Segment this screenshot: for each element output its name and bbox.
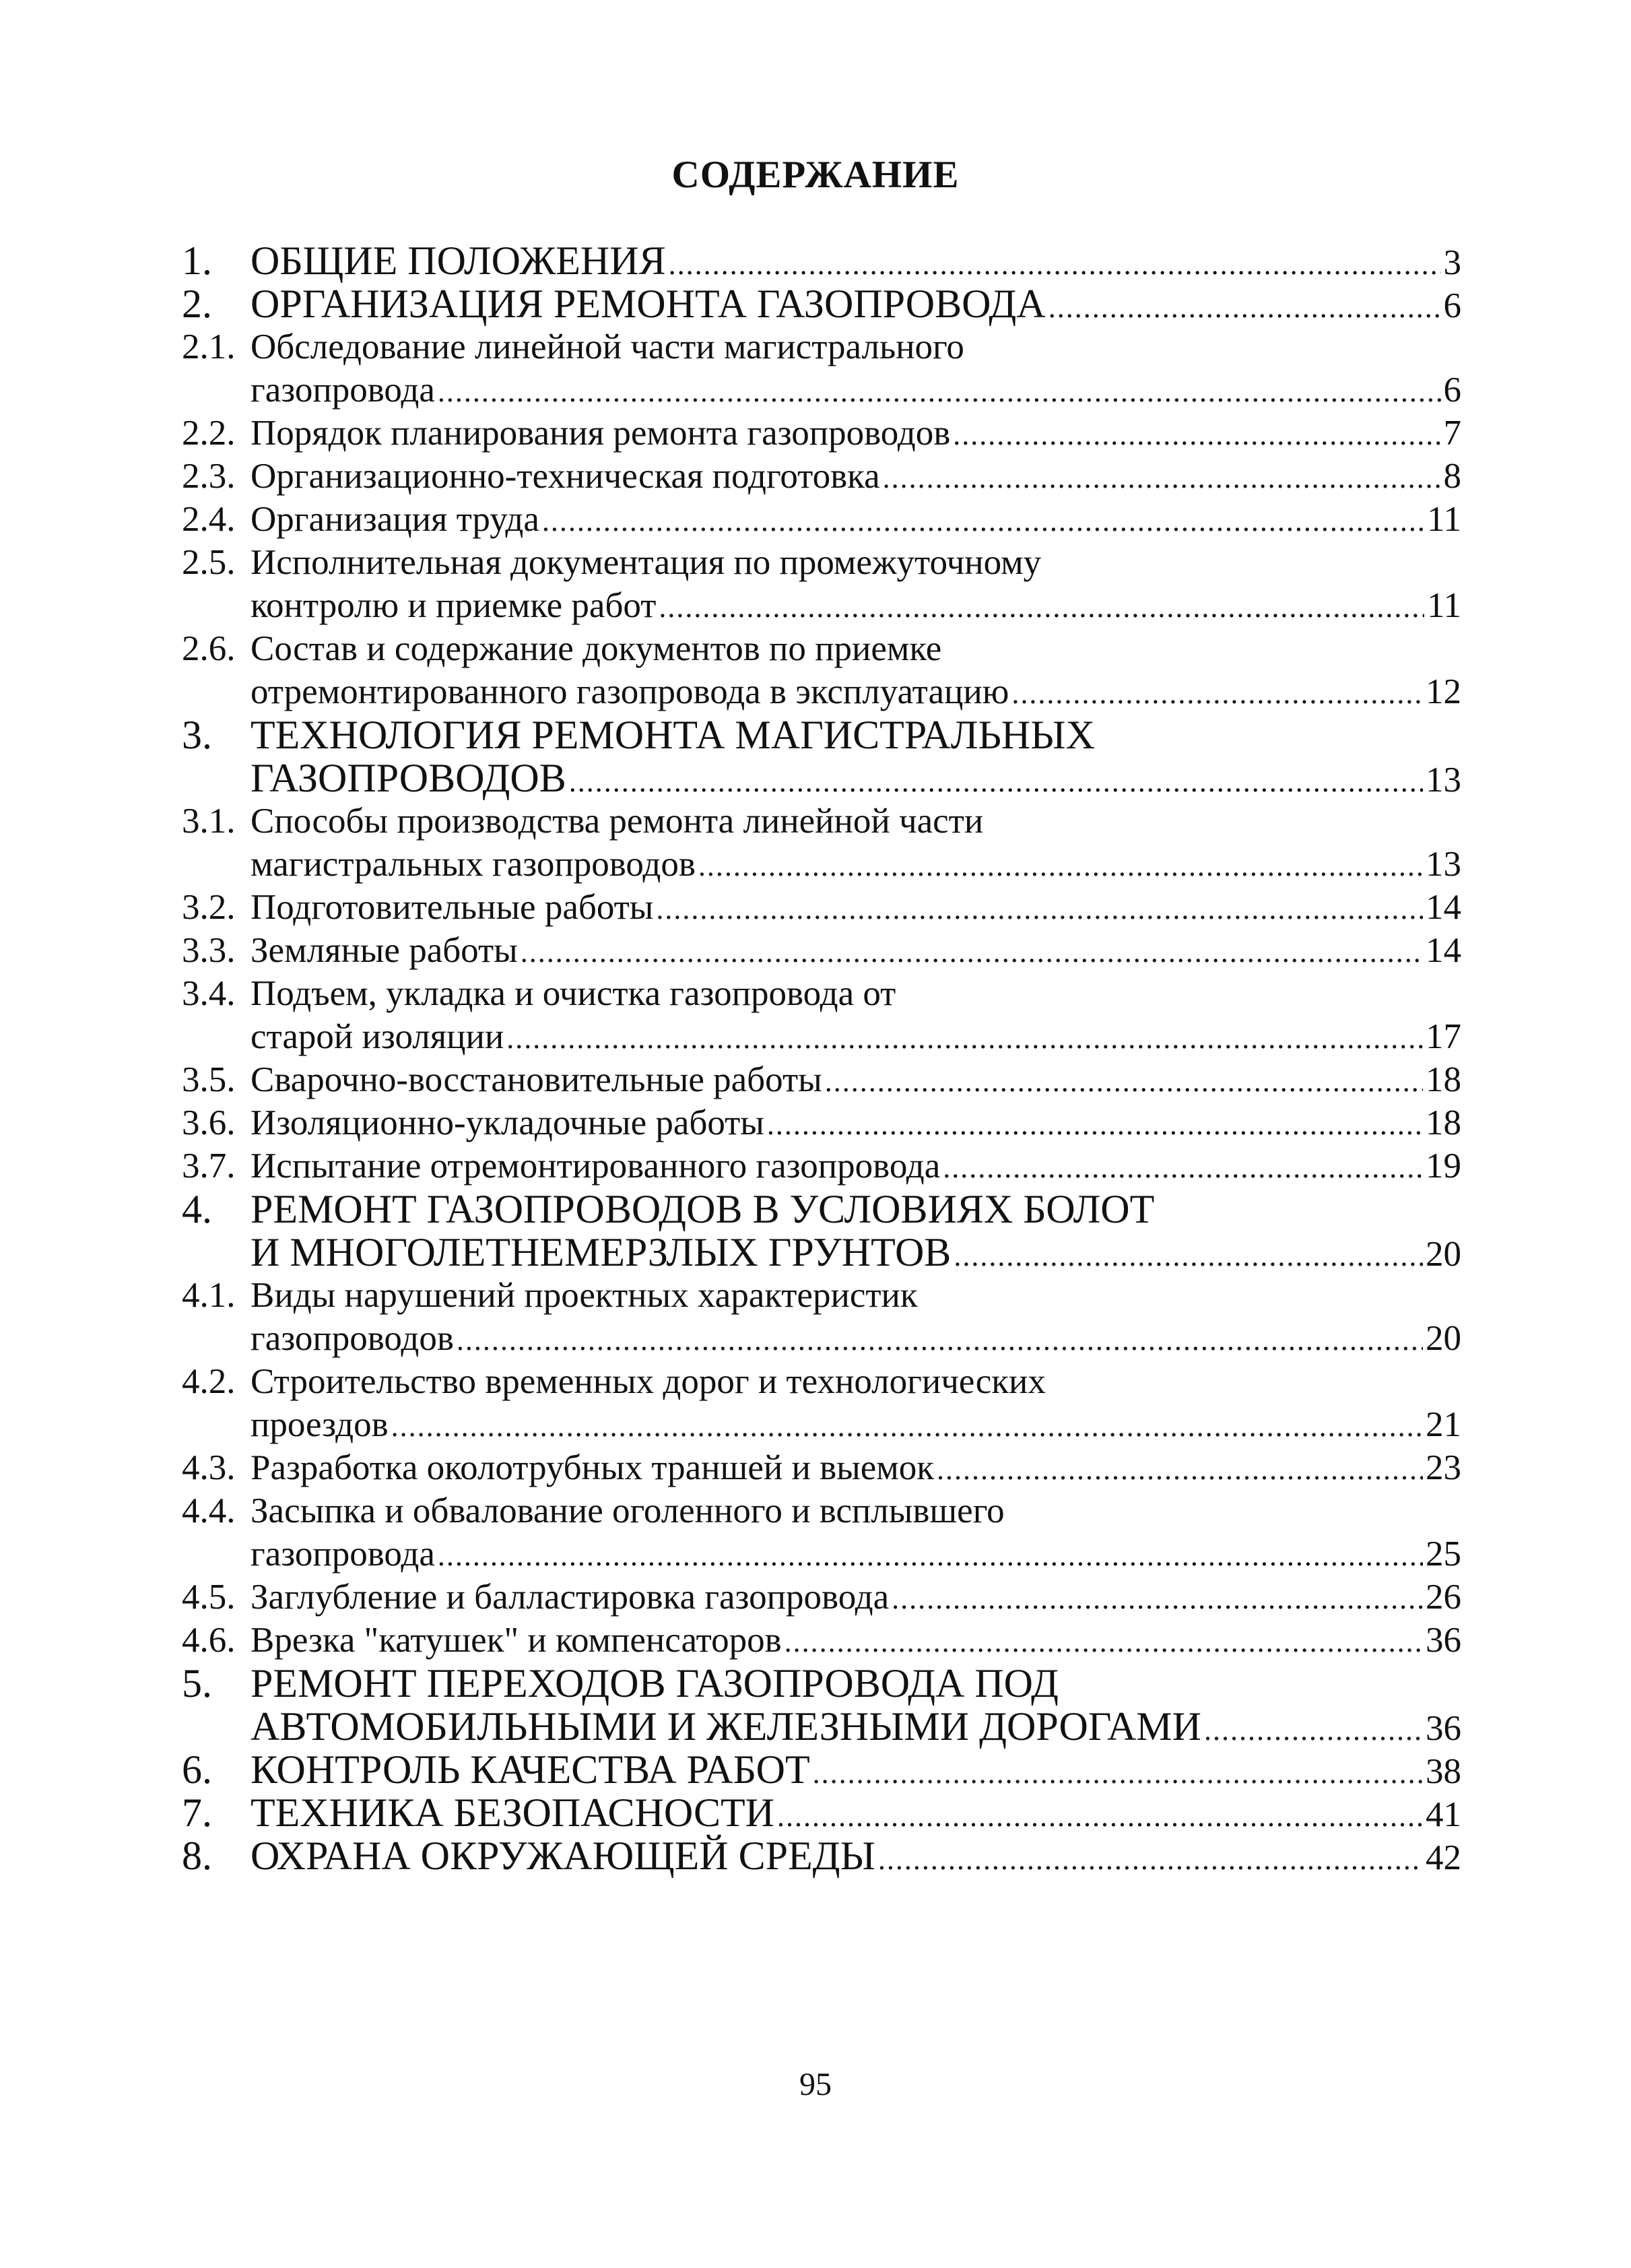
toc-leader-dots xyxy=(438,370,1441,414)
toc-entry-number: 8. xyxy=(182,1834,212,1878)
toc-leader-dots xyxy=(698,845,1423,888)
toc-entry xyxy=(182,1403,1461,1446)
toc-entry-page: 25 xyxy=(1426,1534,1461,1574)
toc-entry-number: 4.3. xyxy=(182,1448,236,1487)
toc-entry-label: контролю и приемке работ xyxy=(251,586,657,625)
toc-entry xyxy=(182,800,1461,843)
toc-leader-dots xyxy=(569,760,1423,804)
toc-entry xyxy=(182,239,1461,282)
toc-entry-number: 3.6. xyxy=(182,1103,236,1142)
toc-leader-dots xyxy=(656,888,1423,931)
toc-entry-label: Порядок планирования ремонта газопроводов xyxy=(251,414,951,453)
toc-entry-label: Врезка "катушек" и компенсаторов xyxy=(251,1621,782,1660)
toc-entry xyxy=(182,886,1461,929)
toc-entry-label: Изоляционно-укладочные работы xyxy=(251,1103,764,1142)
toc-entry-number: 4.1. xyxy=(182,1276,236,1315)
toc-entry-label: ОХРАНА ОКРУЖАЮЩЕЙ СРЕДЫ xyxy=(251,1834,875,1878)
toc-entry-number: 3.4. xyxy=(182,974,236,1013)
toc-entry xyxy=(182,1532,1461,1576)
toc-entry-label: Заглубление и балластировка газопровода xyxy=(251,1578,890,1617)
toc-entry xyxy=(182,1274,1461,1317)
toc-entry xyxy=(182,1101,1461,1144)
toc-entry-number: 3. xyxy=(182,713,212,757)
toc-entry-label: проездов xyxy=(251,1405,389,1444)
toc-entry xyxy=(182,843,1461,886)
toc-entry-page: 18 xyxy=(1426,1103,1461,1142)
toc-entry-label: магистральных газопроводов xyxy=(251,845,696,884)
toc-entry-number: 2.6. xyxy=(182,629,236,668)
toc-entry xyxy=(182,1144,1461,1188)
toc-leader-dots xyxy=(669,243,1441,286)
toc-leader-dots xyxy=(777,1795,1423,1838)
toc-entry-label: Подъем, укладка и очистка газопровода от xyxy=(251,974,896,1013)
toc-leader-dots xyxy=(767,1103,1423,1146)
toc-entry xyxy=(182,1317,1461,1360)
toc-leader-dots xyxy=(954,1235,1423,1278)
toc-entry xyxy=(182,1188,1461,1231)
toc-entry-page: 13 xyxy=(1426,845,1461,884)
toc-leader-dots xyxy=(1048,286,1441,329)
toc-entry-label: АВТОМОБИЛЬНЫМИ И ЖЕЛЕЗНЫМИ ДОРОГАМИ xyxy=(251,1704,1201,1749)
toc-entry xyxy=(182,1360,1461,1403)
toc-entry xyxy=(182,1231,1461,1274)
toc-entry-page: 20 xyxy=(1426,1319,1461,1358)
page-title: СОДЕРЖАНИЕ xyxy=(671,154,960,196)
toc-entry-label: газопровода xyxy=(251,370,435,410)
page-number: 95 xyxy=(799,2067,832,2102)
toc-entry-page: 36 xyxy=(1426,1621,1461,1660)
toc-leader-dots xyxy=(883,457,1441,500)
toc-entry-label: КОНТРОЛЬ КАЧЕСТВА РАБОТ xyxy=(251,1747,810,1792)
toc-entry-label: Засыпка и обвалование оголенного и всплывшего xyxy=(251,1491,1005,1530)
toc-entry xyxy=(182,1748,1461,1791)
toc-entry-number: 2. xyxy=(182,282,212,326)
toc-entry-page: 6 xyxy=(1443,370,1461,410)
toc-entry-number: 3.3. xyxy=(182,931,236,970)
toc-leader-dots xyxy=(659,586,1424,629)
toc-entry-page: 3 xyxy=(1443,243,1461,282)
toc-entry xyxy=(182,1619,1461,1662)
toc-leader-dots xyxy=(825,1060,1423,1103)
toc-entry-page: 8 xyxy=(1443,457,1461,496)
toc-entry-page: 19 xyxy=(1426,1146,1461,1186)
toc-entry-label: И МНОГОЛЕТНЕМЕРЗЛЫХ ГРУНТОВ xyxy=(251,1230,952,1274)
toc-entry xyxy=(182,756,1461,800)
toc-entry xyxy=(182,1662,1461,1705)
toc-entry xyxy=(182,627,1461,670)
toc-entry xyxy=(182,325,1461,368)
toc-entry-page: 11 xyxy=(1426,586,1461,625)
table-of-contents xyxy=(182,239,1461,1877)
toc-leader-dots xyxy=(878,1838,1423,1881)
toc-entry-page: 6 xyxy=(1443,286,1461,325)
toc-entry xyxy=(182,584,1461,627)
toc-entry-label: Состав и содержание документов по приемке xyxy=(251,629,942,668)
toc-entry xyxy=(182,929,1461,972)
toc-leader-dots xyxy=(1204,1709,1423,1752)
toc-entry-number: 4.2. xyxy=(182,1362,236,1401)
toc-entry-label: газопроводов xyxy=(251,1319,454,1358)
toc-entry xyxy=(182,1791,1461,1834)
toc-entry xyxy=(182,670,1461,713)
toc-leader-dots xyxy=(892,1578,1423,1621)
toc-entry-number: 4. xyxy=(182,1187,212,1231)
toc-entry xyxy=(182,1834,1461,1877)
toc-entry-number: 5. xyxy=(182,1661,212,1706)
toc-entry-page: 12 xyxy=(1426,672,1461,711)
toc-entry-label: Организационно-техническая подготовка xyxy=(251,457,880,496)
toc-entry-page: 41 xyxy=(1426,1795,1461,1834)
toc-entry-label: ТЕХНОЛОГИЯ РЕМОНТА МАГИСТРАЛЬНЫХ xyxy=(251,713,1095,757)
toc-entry-number: 4.5. xyxy=(182,1578,236,1617)
toc-entry xyxy=(182,1705,1461,1748)
toc-entry-label: Строительство временных дорог и технологических xyxy=(251,1362,1046,1401)
toc-entry-label: Испытание отремонтированного газопровода xyxy=(251,1146,941,1186)
toc-entry-number: 3.1. xyxy=(182,802,236,841)
toc-entry-page: 23 xyxy=(1426,1448,1461,1487)
toc-entry-page: 14 xyxy=(1426,888,1461,927)
toc-entry-label: ОРГАНИЗАЦИЯ РЕМОНТА ГАЗОПРОВОДА xyxy=(251,282,1046,326)
toc-entry-label: Разработка околотрубных траншей и выемок xyxy=(251,1448,935,1487)
toc-leader-dots xyxy=(785,1621,1423,1664)
toc-leader-dots xyxy=(943,1146,1423,1190)
toc-entry-page: 26 xyxy=(1426,1578,1461,1617)
toc-entry-label: Земляные работы xyxy=(251,931,518,970)
toc-leader-dots xyxy=(457,1319,1423,1362)
toc-entry-label: Подготовительные работы xyxy=(251,888,654,927)
toc-entry-number: 3.2. xyxy=(182,888,236,927)
toc-entry-number: 4.4. xyxy=(182,1491,236,1530)
toc-entry-label: Способы производства ремонта линейной части xyxy=(251,802,984,841)
toc-entry xyxy=(182,412,1461,455)
toc-entry-page: 13 xyxy=(1426,760,1461,800)
toc-entry-page: 7 xyxy=(1443,414,1461,453)
toc-entry-page: 21 xyxy=(1426,1405,1461,1444)
toc-entry-label: газопровода xyxy=(251,1534,435,1574)
toc-leader-dots xyxy=(953,414,1440,457)
toc-entry-number: 2.5. xyxy=(182,543,236,582)
toc-entry-label: РЕМОНТ ПЕРЕХОДОВ ГАЗОПРОВОДА ПОД xyxy=(251,1661,1059,1706)
toc-leader-dots xyxy=(1011,672,1423,715)
toc-entry-number: 2.3. xyxy=(182,457,236,496)
toc-leader-dots xyxy=(542,500,1424,543)
toc-entry-number: 2.2. xyxy=(182,414,236,453)
toc-entry-number: 7. xyxy=(182,1790,212,1835)
toc-entry xyxy=(182,972,1461,1015)
toc-entry-label: ОБЩИЕ ПОЛОЖЕНИЯ xyxy=(251,238,666,283)
toc-entry-number: 2.1. xyxy=(182,327,236,366)
toc-entry-label: Обследование линейной части магистрального xyxy=(251,327,964,366)
toc-leader-dots xyxy=(813,1752,1423,1795)
toc-entry-page: 11 xyxy=(1426,500,1461,539)
toc-leader-dots xyxy=(391,1405,1423,1448)
toc-entry-page: 14 xyxy=(1426,931,1461,970)
toc-entry-label: отремонтированного газопровода в эксплуатацию xyxy=(251,672,1009,711)
toc-entry xyxy=(182,1576,1461,1619)
toc-entry xyxy=(182,498,1461,541)
toc-entry xyxy=(182,282,1461,325)
toc-entry xyxy=(182,1446,1461,1489)
toc-entry xyxy=(182,455,1461,498)
toc-entry-number: 3.7. xyxy=(182,1146,236,1186)
toc-entry-label: Исполнительная документация по промежуточному xyxy=(251,543,1042,582)
toc-entry-number: 1. xyxy=(182,238,212,283)
toc-entry-label: ГАЗОПРОВОДОВ xyxy=(251,756,566,800)
toc-entry-page: 18 xyxy=(1426,1060,1461,1099)
toc-entry xyxy=(182,1489,1461,1532)
toc-entry-label: старой изоляции xyxy=(251,1017,504,1056)
toc-leader-dots xyxy=(937,1448,1423,1491)
toc-leader-dots xyxy=(506,1017,1423,1060)
toc-entry-page: 36 xyxy=(1426,1709,1461,1748)
toc-entry xyxy=(182,1058,1461,1101)
toc-entry-label: ТЕХНИКА БЕЗОПАСНОСТИ xyxy=(251,1790,774,1835)
toc-entry xyxy=(182,713,1461,756)
toc-leader-dots xyxy=(438,1534,1423,1578)
toc-entry xyxy=(182,1015,1461,1058)
toc-entry-page: 20 xyxy=(1426,1235,1461,1274)
toc-entry-number: 4.6. xyxy=(182,1621,236,1660)
toc-entry-label: Сварочно-восстановительные работы xyxy=(251,1060,822,1099)
toc-entry-page: 38 xyxy=(1426,1752,1461,1791)
toc-entry-number: 3.5. xyxy=(182,1060,236,1099)
toc-entry-label: Виды нарушений проектных характеристик xyxy=(251,1276,918,1315)
toc-entry-page: 42 xyxy=(1426,1838,1461,1877)
toc-leader-dots xyxy=(521,931,1423,974)
toc-entry xyxy=(182,368,1461,412)
toc-entry-label: РЕМОНТ ГАЗОПРОВОДОВ В УСЛОВИЯХ БОЛОТ xyxy=(251,1187,1155,1231)
toc-entry-number: 6. xyxy=(182,1747,212,1792)
toc-entry-number: 2.4. xyxy=(182,500,236,539)
toc-entry-label: Организация труда xyxy=(251,500,539,539)
toc-entry-page: 17 xyxy=(1426,1017,1461,1056)
toc-entry xyxy=(182,541,1461,584)
